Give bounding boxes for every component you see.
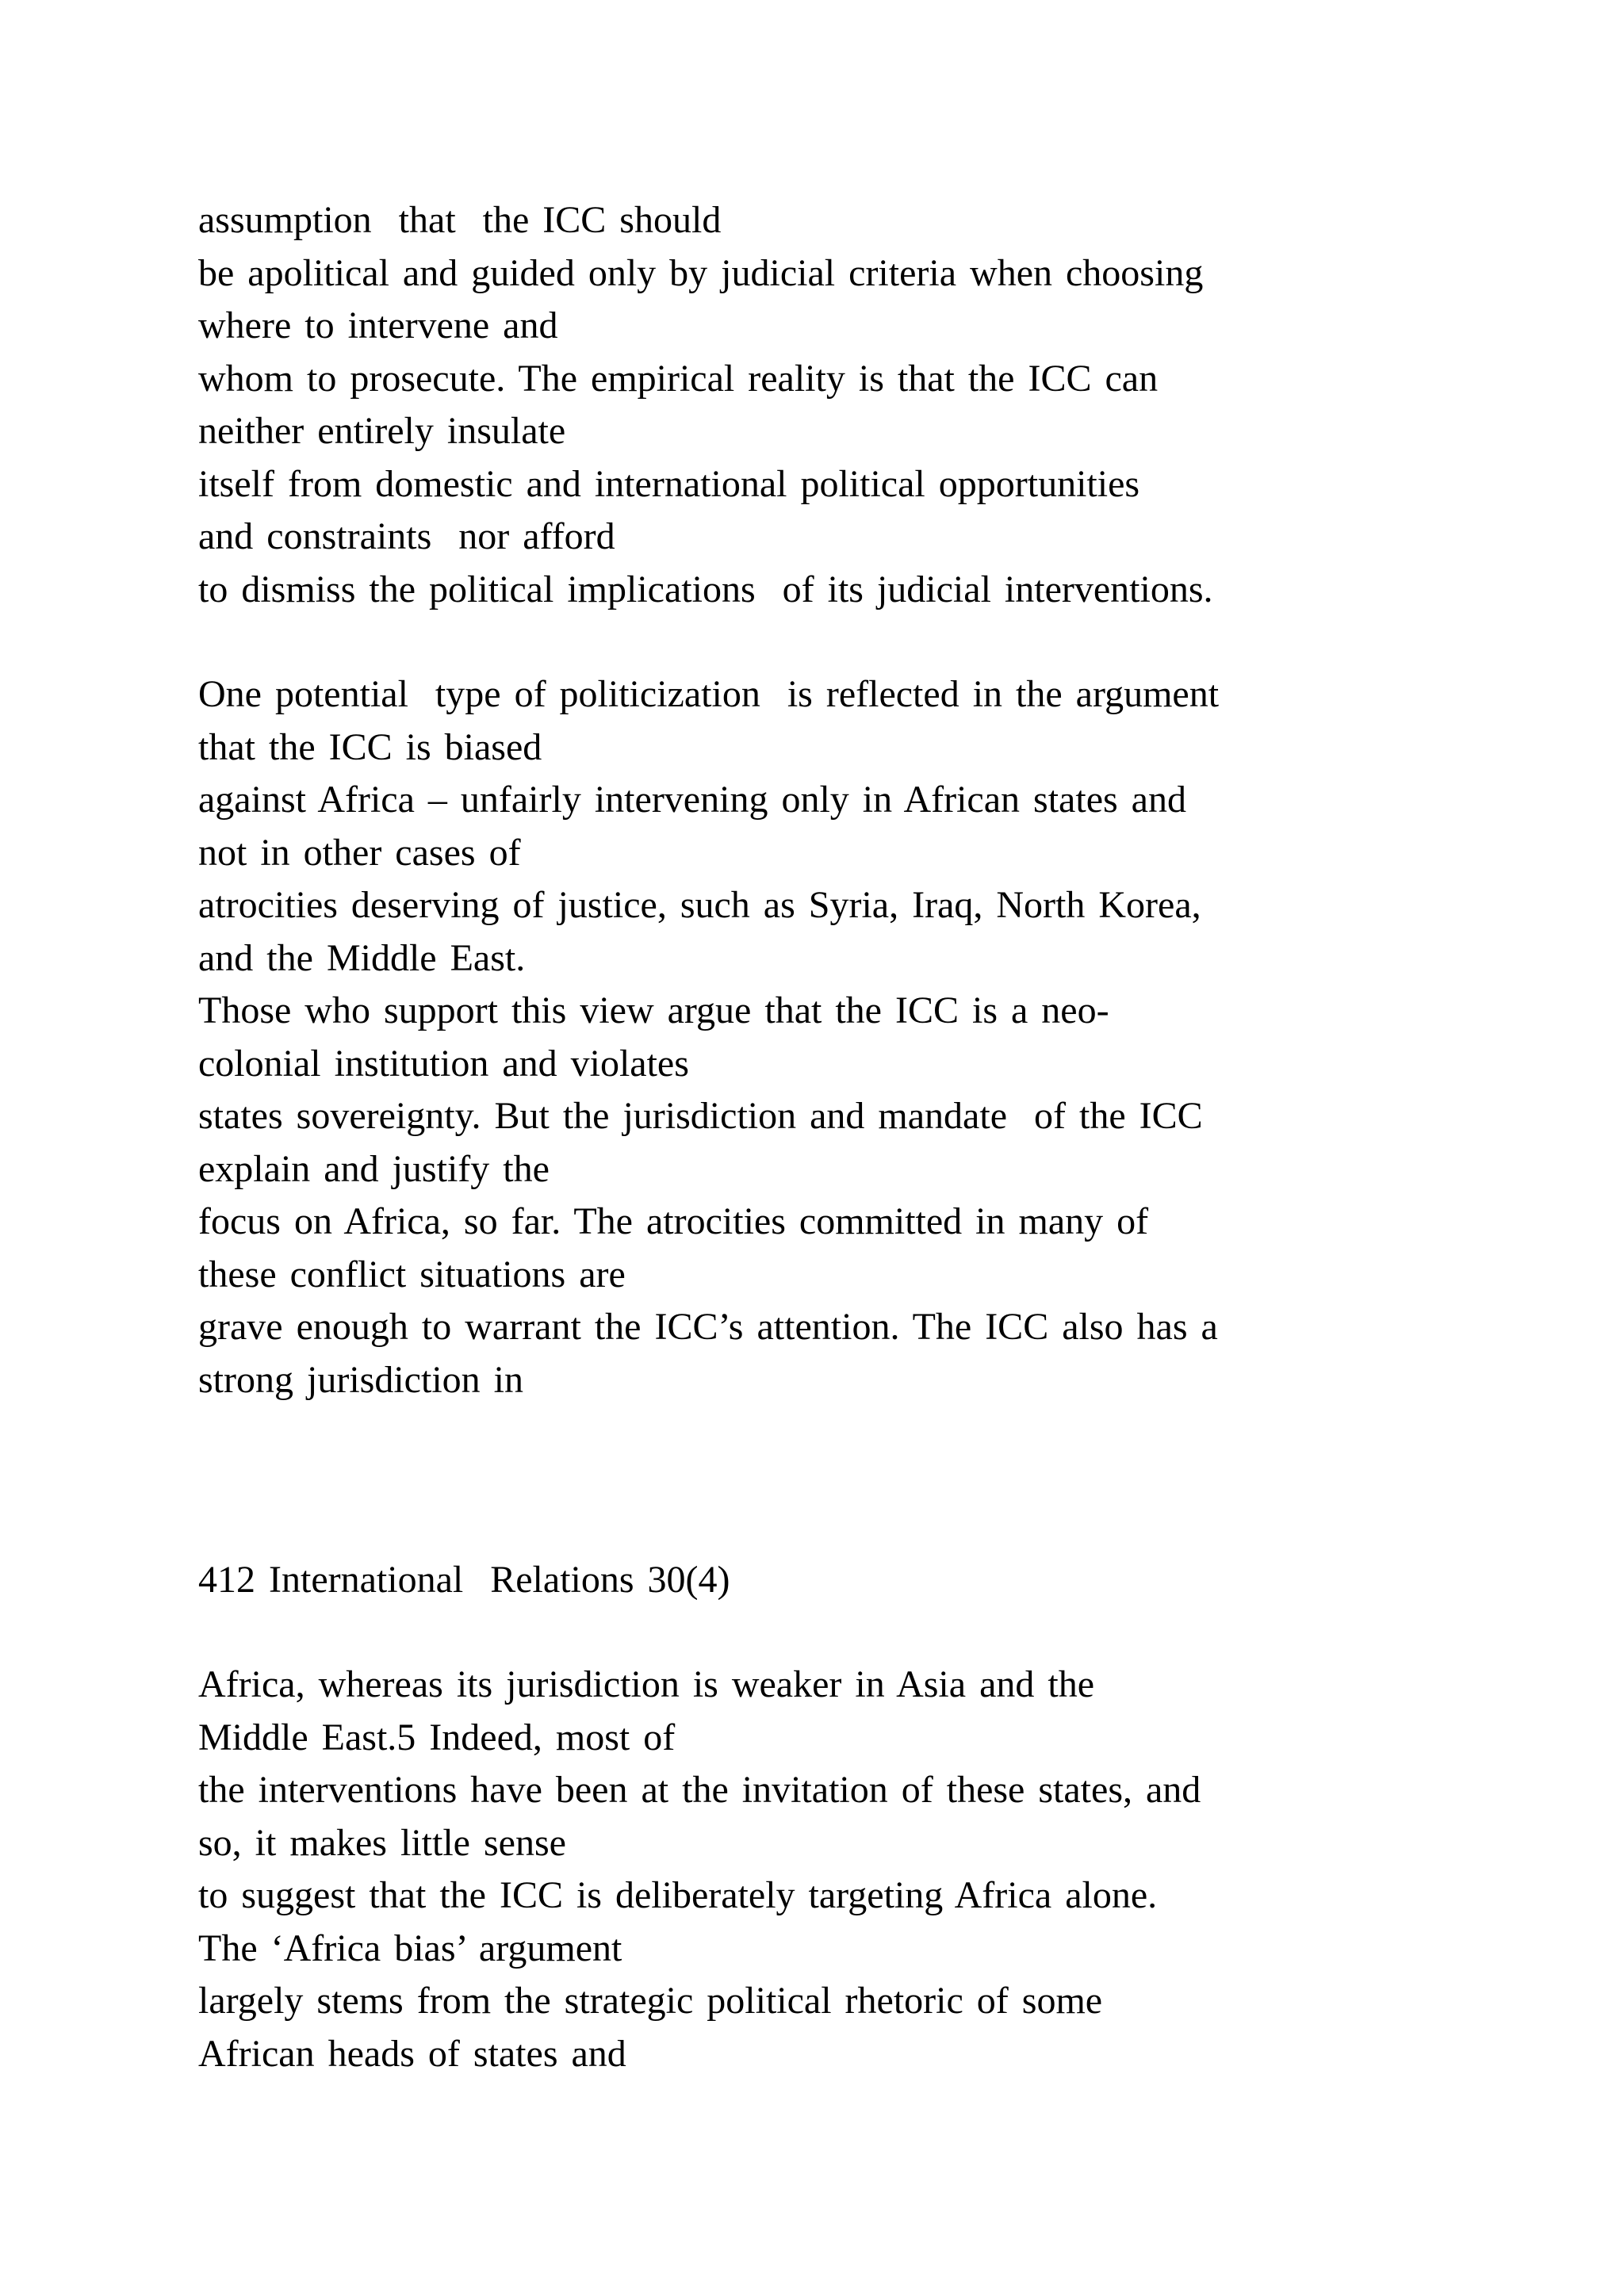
text-line: not in other cases of	[198, 831, 521, 874]
paragraph-1	[198, 194, 1451, 616]
text-line: assumption that the ICC should	[198, 199, 722, 241]
text-line: The ‘Africa bias’ argument	[198, 1927, 622, 1969]
paragraph-3	[198, 1659, 1451, 2080]
text-line: to suggest that the ICC is deliberately targeting Africa alone.	[198, 1874, 1158, 1916]
text-line: atrocities deserving of justice, such as Syria, Iraq, North Korea,	[198, 884, 1201, 926]
running-header	[198, 1554, 1451, 1607]
text-line: whom to prosecute. The empirical reality is that the ICC can	[198, 357, 1159, 400]
text-line: strong jurisdiction in	[198, 1358, 523, 1401]
text-line: states sovereignty. But the jurisdiction and mandate of the ICC	[198, 1095, 1203, 1137]
text-line: these conflict situations are	[198, 1253, 626, 1295]
text-line: itself from domestic and international political opportunities	[198, 462, 1140, 505]
text-line: that the ICC is biased	[198, 725, 542, 768]
text-line: against Africa – unfairly intervening only in African states and	[198, 779, 1186, 821]
text-line: explain and justify the	[198, 1147, 550, 1190]
text-line: be apolitical and guided only by judicial criteria when choosing	[198, 251, 1204, 294]
text-line: colonial institution and violates	[198, 1042, 689, 1085]
text-line: grave enough to warrant the ICC’s attention. The ICC also has a	[198, 1306, 1218, 1348]
text-line: Middle East.5 Indeed, most of	[198, 1716, 676, 1758]
text-line: Africa, whereas its jurisdiction is weaker in Asia and the	[198, 1663, 1095, 1705]
text-line: and constraints nor afford	[198, 515, 615, 557]
running-header-text: 412 International Relations 30(4)	[198, 1559, 730, 1601]
text-line: where to intervene and	[198, 304, 558, 346]
text-line: the interventions have been at the invitation of these states, and	[198, 1769, 1201, 1811]
text-line: so, it makes little sense	[198, 1821, 566, 1864]
text-line: largely stems from the strategic political rhetoric of some	[198, 1980, 1103, 2022]
paragraph-2	[198, 668, 1451, 1406]
text-line: One potential type of politicization is reflected in the argument	[198, 673, 1220, 715]
text-line: focus on Africa, so far. The atrocities committed in many of	[198, 1200, 1149, 1242]
text-line: and the Middle East.	[198, 936, 526, 979]
text-line: African heads of states and	[198, 2032, 626, 2075]
text-line: Those who support this view argue that the ICC is a neo-	[198, 989, 1109, 1031]
text-line: neither entirely insulate	[198, 410, 566, 452]
text-line: to dismiss the political implications of its judicial interventions.	[198, 568, 1213, 610]
